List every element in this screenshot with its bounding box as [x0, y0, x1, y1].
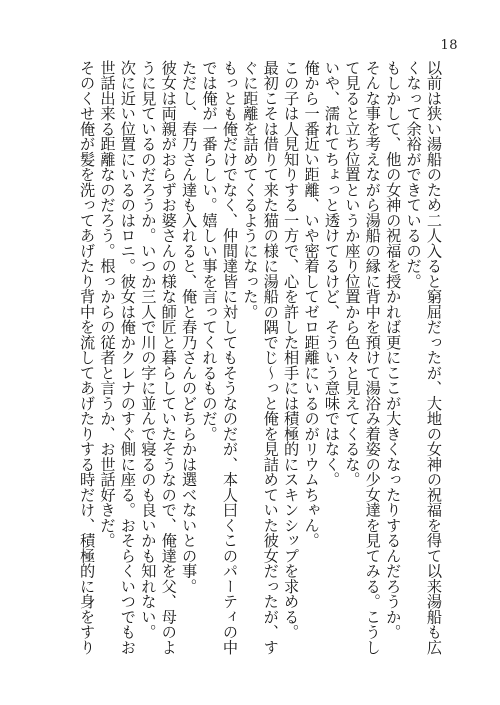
text-line: くなって余裕ができているのだ。 — [404, 60, 423, 289]
text-line: 最初こそは借りて来た猫の様に湯船の隅でじ～っと俺を見詰めていた彼女だったが、す — [261, 60, 280, 655]
text-line: 彼女は両親がおらずお婆さんの様な師匠と暮らしていたそうなので、俺達を父、母のよ — [159, 60, 178, 655]
text-line: うに見ているのだろうか。いつか三人で川の字に並んで寝るのも良いかも知れない。 — [139, 60, 158, 640]
text-line: この子は人見知りする一方で、心を許した相手には積極的にスキンシップを求める。 — [282, 60, 301, 640]
text-line: そんな事を考えながら湯船の縁に背中を預けて湯浴み着姿の少女達を見てみる。こうし — [363, 60, 382, 655]
vertical-text-body — [77, 60, 444, 665]
text-line: 俺から一番近い距離、いや密着してゼロ距離にいるのがリウムちゃん。 — [302, 60, 321, 548]
page-number: 18 — [440, 38, 458, 53]
text-line: いや、濡れてちょっと透けてるけど、そういう意味ではなく。 — [322, 60, 341, 487]
text-line: て見ると立ち位置というか座り位置から色々と見えてくるな。 — [343, 60, 362, 487]
text-line: もしかして、他の女神の祝福を授かれば更にここが大きくなったりするんだろうか。 — [384, 60, 403, 640]
text-line: では俺が一番らしい。嬉しい事を言ってくれるものだ。 — [200, 60, 219, 442]
text-line: 世話出来る距離なのだろう。根っからの従者と言うか、お世話好きだ。 — [98, 60, 117, 548]
text-line: もっとも俺だけでなく、仲間達皆に対してもそうなのだが、本人曰くこのパーティの中 — [220, 60, 239, 655]
text-line: 次に近い位置にいるのはロニ。彼女は俺かクレナのすぐ側に座る。おそらくいつでもお — [118, 60, 137, 655]
text-line: ぐに距離を詰めてくるようになった。 — [241, 60, 260, 320]
text-line: そのくせ俺が髪を洗ってあげたり背中を流してあげたりする時だけ、積極的に身をすり — [78, 60, 97, 655]
text-line: 以前は狭い湯船のため二人入ると窮屈だったが、大地の女神の祝福を得て以来湯船も広 — [425, 60, 443, 655]
text-line: ただし、春乃さん達も入れると、俺と春乃さんのどちらかは選べないとの事。 — [180, 60, 199, 594]
